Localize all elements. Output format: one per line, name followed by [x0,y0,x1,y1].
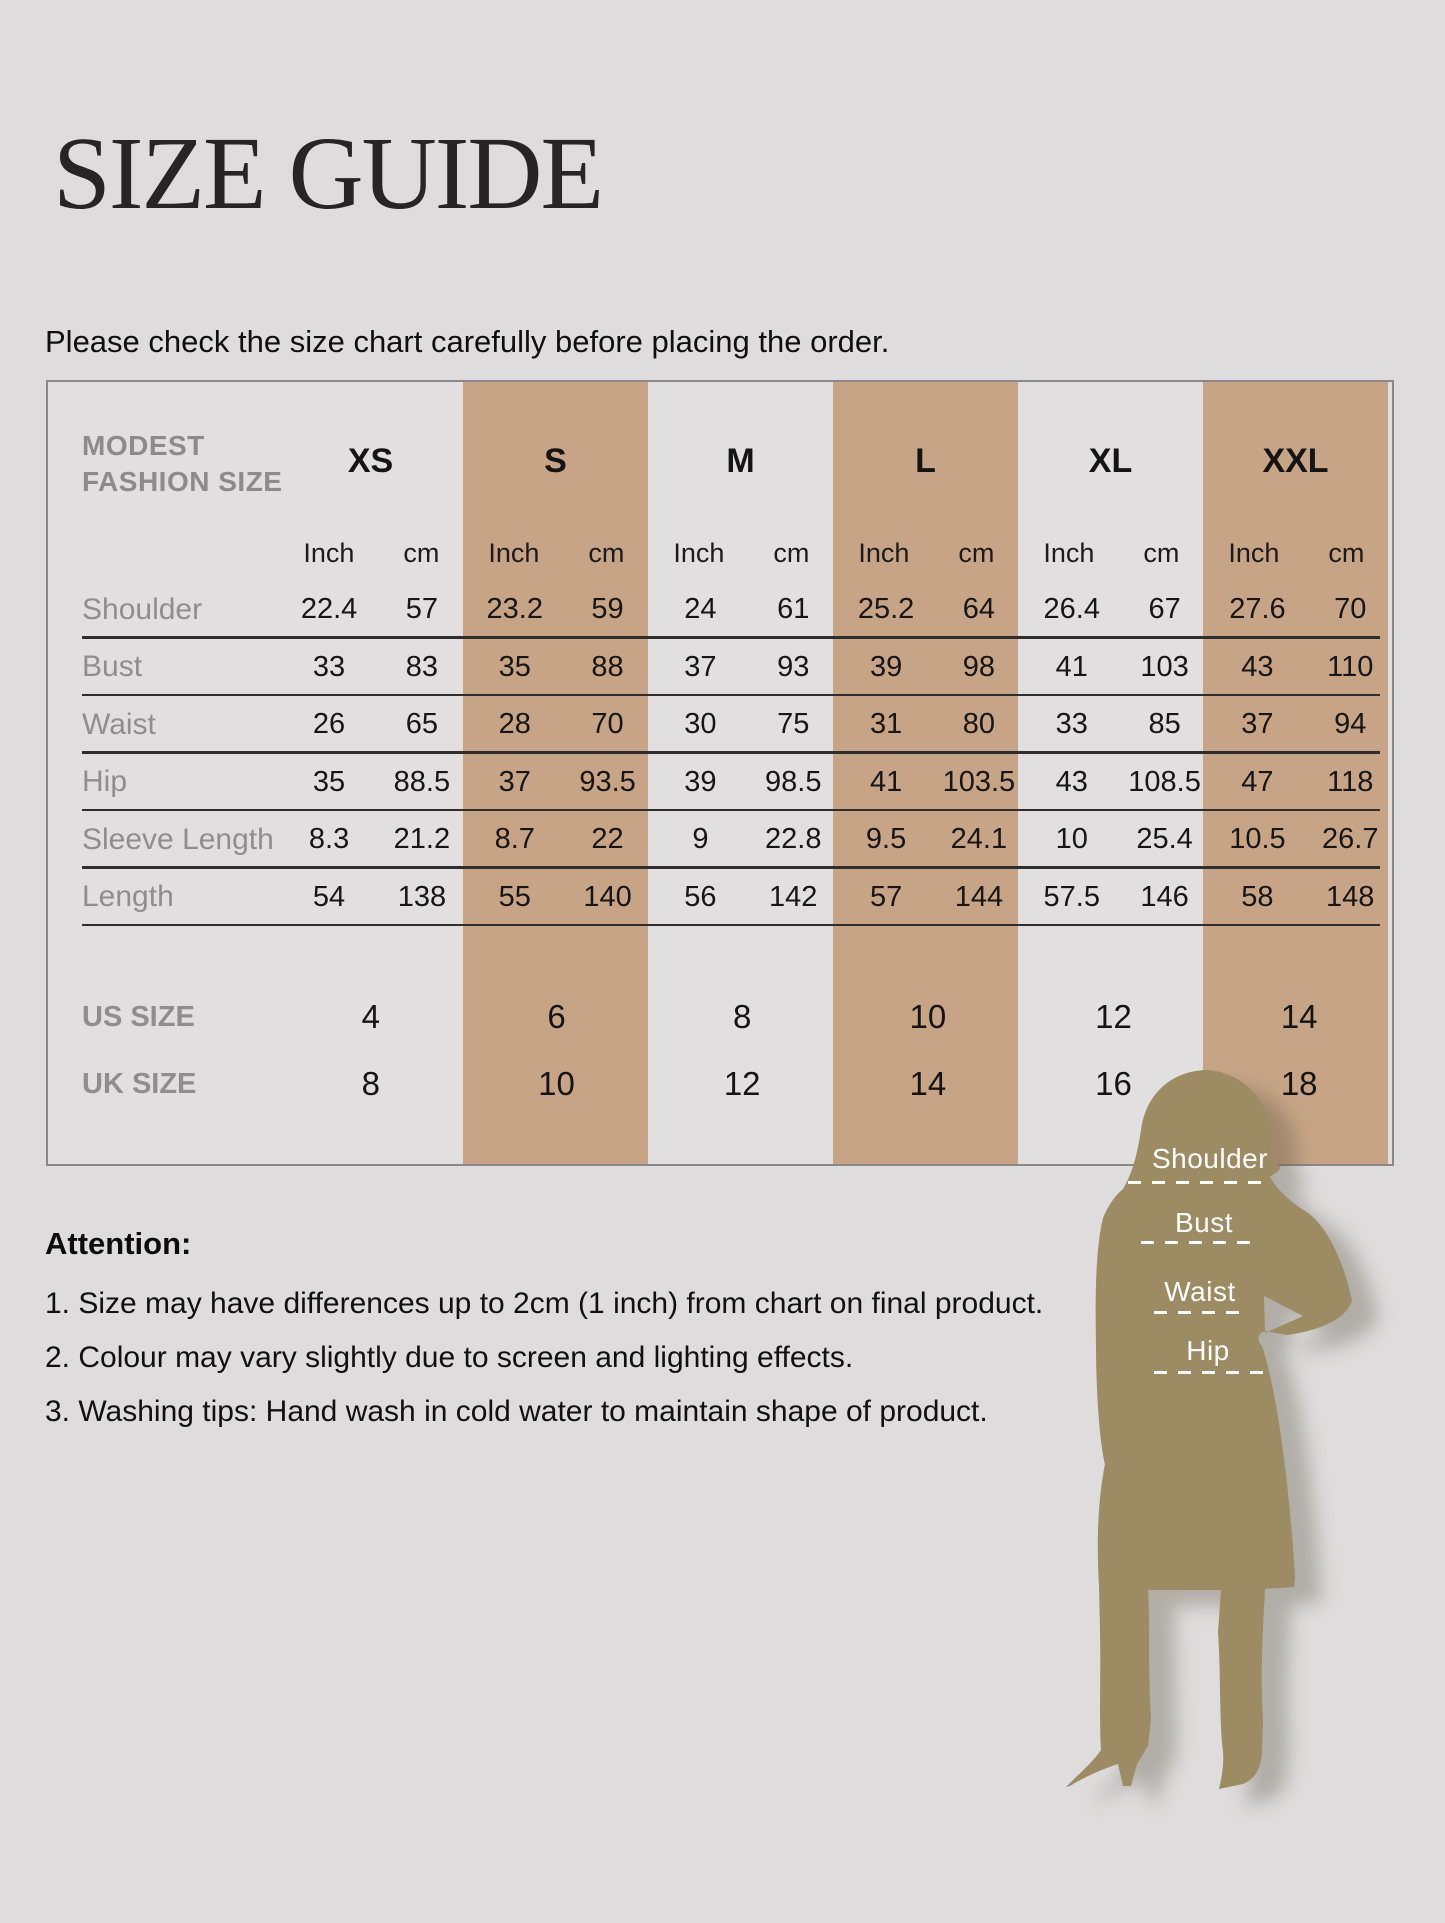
cell-value: 37 [498,765,531,798]
cell-value: 9.5 [865,823,907,856]
measurement-row-hip [48,754,1392,812]
table-corner-label [82,428,282,500]
unit-label-cm: cm [403,537,440,568]
row-label: Waist [82,707,156,741]
cell-value: 43 [1055,765,1088,798]
size-column-header-l: L [915,441,936,480]
cell-value: 33 [312,650,346,683]
cell-value: 57 [869,880,903,913]
attention-item-3: 3. Washing tips: Hand wash in cold water to maintain shape of product. [45,1395,988,1428]
cell-value: 10 [1055,823,1088,856]
figure-label-shoulder: Shoulder [1151,1143,1269,1174]
cell-value: 144 [954,880,1004,913]
cell-value: 140 [583,880,632,913]
cell-value: 57 [405,593,439,626]
cell-value: 146 [1140,880,1189,913]
unit-label-inch: Inch [1043,537,1095,568]
cell-value: 138 [397,880,447,913]
cell-value: 61 [777,593,810,626]
cell-value: 70 [591,708,624,741]
size-column-header-s: S [544,441,567,480]
us-size-value: 10 [909,998,947,1035]
unit-label-cm: cm [588,537,625,568]
size-column-header-xl: XL [1088,441,1133,480]
cell-value: 94 [1334,708,1367,741]
us-size-row [48,994,1392,1040]
unit-header-row [278,536,1388,570]
cell-value: 25.4 [1136,823,1193,856]
us-size-value: 12 [1095,998,1132,1035]
cell-value: 39 [684,765,717,798]
cell-value: 39 [869,650,903,683]
cell-value: 31 [869,708,903,741]
us-size-label: US SIZE [82,1000,195,1033]
cell-value: 70 [1334,593,1367,626]
cell-value: 22 [591,823,624,856]
unit-label-inch: Inch [673,537,725,568]
unit-label-cm: cm [773,537,810,568]
row-label: Length [82,880,174,914]
cell-value: 57.5 [1043,880,1100,913]
cell-value: 59 [591,593,624,626]
cell-value: 65 [405,708,439,741]
uk-size-value: 10 [538,1065,575,1102]
cell-value: 85 [1148,708,1181,741]
measurement-row-waist [48,696,1392,754]
size-header-row [278,438,1388,484]
unit-label-cm: cm [958,537,995,568]
cell-value: 41 [869,765,903,798]
figure-label-waist: Waist [1164,1276,1236,1307]
cell-value: 93.5 [579,765,636,798]
cell-value: 64 [962,593,996,626]
figure-label-bust: Bust [1174,1207,1234,1238]
cell-value: 75 [777,708,810,741]
cell-value: 67 [1148,593,1181,626]
cell-value: 103 [1140,650,1189,683]
cell-value: 22.8 [765,823,822,856]
cell-value: 148 [1326,880,1375,913]
cell-value: 142 [769,880,818,913]
attention-section [45,1226,1055,1448]
size-chart-table [46,380,1394,1166]
uk-size-label: UK SIZE [82,1067,197,1100]
cell-value: 26 [312,708,346,741]
attention-item-1: 1. Size may have differences up to 2cm (1 inch) from chart on final product. [45,1287,1044,1320]
unit-label-inch: Inch [303,537,355,568]
cell-value: 26.7 [1322,823,1379,856]
measurement-row-sleeve-length [48,811,1392,869]
cell-value: 83 [405,650,439,683]
us-size-value: 4 [361,998,381,1035]
cell-value: 110 [1327,650,1374,683]
hip-dashed-line [1154,1371,1266,1374]
measurement-row-bust [48,639,1392,697]
cell-value: 24 [684,593,717,626]
cell-value: 24.1 [950,823,1008,856]
attention-heading: Attention: [45,1226,192,1261]
uk-size-value: 14 [909,1065,947,1102]
uk-size-value: 8 [361,1065,381,1102]
unit-group [1018,538,1203,569]
unit-group [648,538,833,569]
uk-size-value: 12 [723,1065,761,1102]
row-label: Bust [82,650,143,684]
unit-group [278,538,463,569]
cell-value: 88 [591,650,624,683]
cell-value: 54 [312,880,346,913]
unit-label-cm: cm [1143,537,1180,568]
unit-label-cm: cm [1328,537,1365,568]
figure-label-hip: Hip [1186,1335,1230,1366]
cell-value: 35 [312,765,346,798]
measurement-row-shoulder [48,581,1392,639]
unit-group [1203,538,1388,569]
unit-group [463,538,648,569]
cell-value: 21.2 [393,823,451,856]
cell-value: 58 [1241,880,1274,913]
size-column-header-m: M [726,441,755,480]
cell-value: 27.6 [1229,593,1286,626]
cell-value: 80 [962,708,996,741]
unit-label-inch: Inch [1228,537,1280,568]
cell-value: 8.7 [494,823,535,856]
uk-size-value: 16 [1095,1065,1132,1102]
cell-value: 10.5 [1229,823,1286,856]
cell-value: 33 [1055,708,1088,741]
cell-value: 25.2 [857,593,915,626]
cell-value: 43 [1241,650,1274,683]
cell-value: 118 [1327,765,1374,798]
cell-value: 23.2 [486,593,543,626]
unit-label-inch: Inch [858,537,910,568]
cell-value: 37 [1241,708,1274,741]
cell-value: 108.5 [1128,765,1201,798]
cell-value: 56 [684,880,717,913]
shoulder-dashed-line [1128,1181,1269,1184]
bust-dashed-line [1141,1241,1261,1244]
waist-dashed-line [1154,1311,1239,1314]
cell-value: 103.5 [942,765,1016,798]
measurement-row-length [48,869,1392,927]
cell-value: 8.3 [308,823,350,856]
page-title: SIZE GUIDE [53,116,603,231]
cell-value: 93 [777,650,810,683]
uk-size-value: 18 [1280,1065,1318,1102]
cell-value: 22.4 [300,593,358,626]
cell-value: 9 [692,823,709,856]
cell-value: 41 [1055,650,1088,683]
table-corner-label-line2: FASHION SIZE [82,466,283,497]
table-corner-label-line1: MODEST [82,430,205,461]
us-size-value: 6 [547,998,566,1035]
cell-value: 55 [498,880,531,913]
row-label: Hip [82,765,128,799]
row-label: Shoulder [82,592,203,626]
cell-value: 26.4 [1043,593,1100,626]
cell-value: 37 [684,650,717,683]
cell-value: 35 [498,650,531,683]
page-subtitle: Please check the size chart carefully before placing the order. [45,324,890,359]
size-column-header-xs: XS [347,441,394,480]
us-size-value: 8 [733,998,752,1035]
attention-item-2: 2. Colour may vary slightly due to screen and lighting effects. [45,1341,854,1374]
cell-value: 47 [1241,765,1274,798]
us-size-value: 14 [1280,998,1318,1035]
cell-value: 98 [962,650,996,683]
row-label: Sleeve Length [82,822,274,856]
unit-group [833,538,1018,569]
cell-value: 28 [498,708,531,741]
size-column-header-xxl: XXL [1262,441,1329,480]
cell-value: 98.5 [765,765,822,798]
cell-value: 30 [684,708,717,741]
cell-value: 88.5 [393,765,451,798]
measurement-rows [48,581,1392,926]
unit-label-inch: Inch [488,537,540,568]
